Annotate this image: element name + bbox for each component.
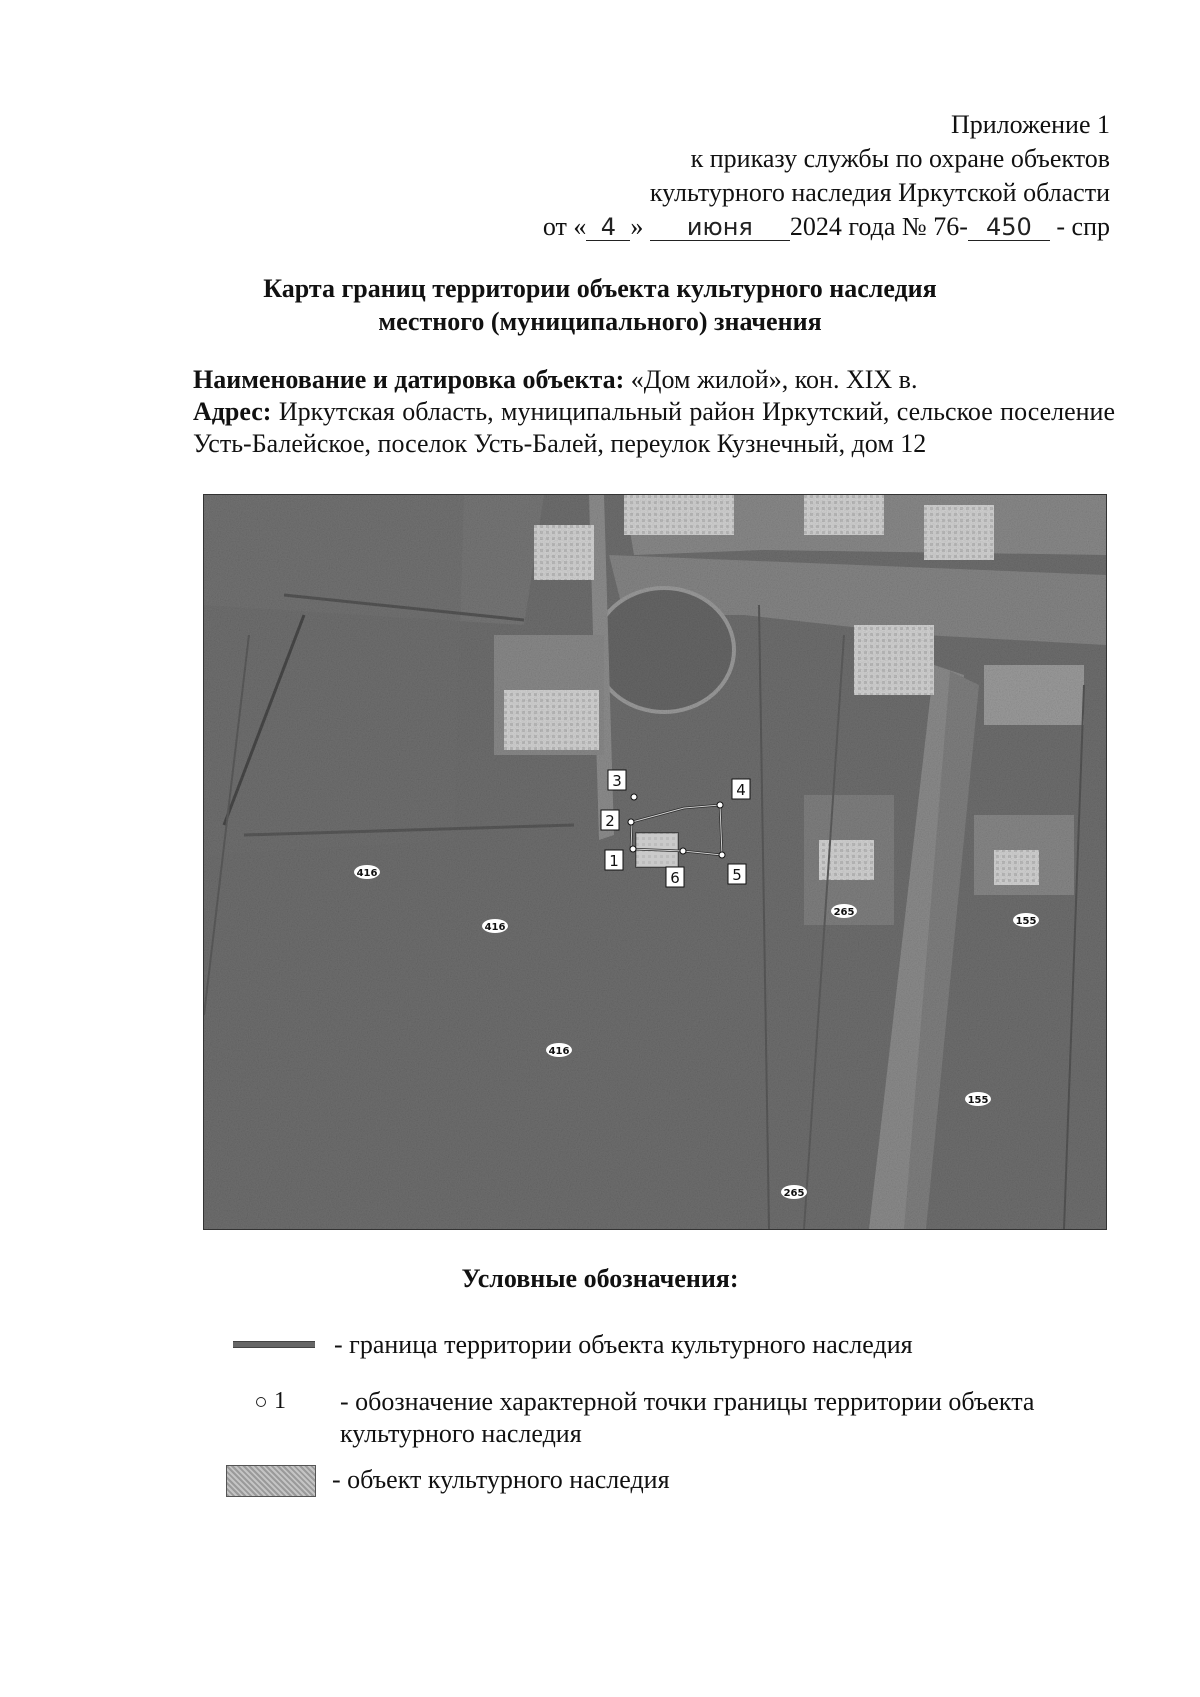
- legend-boundary-text: - граница территории объекта культурного наследия: [334, 1330, 913, 1359]
- handwritten-day: 4: [586, 214, 630, 241]
- parcel-label-text: 416: [356, 868, 378, 879]
- legend-point-text: [340, 1386, 1100, 1450]
- parcel-label-text: 416: [548, 1046, 570, 1057]
- point-marker-6: [680, 848, 686, 854]
- point-label-4: [732, 779, 750, 799]
- point-label-2-text: 2: [605, 812, 615, 830]
- legend-point-text-line-1: - обозначение характерной точки границы территории объекта: [340, 1387, 1035, 1416]
- appendix-date-line: [543, 210, 1110, 244]
- appendix-header: [543, 108, 1110, 244]
- point-label-2: [601, 810, 619, 830]
- appendix-order-line: к приказу службы по охране объектов: [690, 144, 1110, 173]
- point-label-1-text: 1: [609, 852, 619, 870]
- year-text: 2024 года № 76-: [789, 212, 968, 241]
- point-marker-3: [631, 794, 637, 800]
- point-label-3-text: 3: [612, 772, 622, 790]
- parcel-label: [831, 904, 857, 918]
- point-label-4-text: 4: [736, 781, 746, 799]
- parcel-label: [482, 919, 508, 933]
- object-name-row: [193, 364, 1115, 396]
- boundary-line-swatch: [233, 1341, 315, 1348]
- parcel-label-text: 416: [484, 922, 506, 933]
- object-address-row: [193, 396, 1115, 460]
- object-name-value: «Дом жилой», кон. XIX в.: [630, 365, 918, 394]
- parcel-label: [546, 1043, 572, 1057]
- parcel-label: [781, 1185, 807, 1199]
- date-quote-close: »: [630, 212, 644, 241]
- satellite-map-svg: [204, 495, 1106, 1229]
- point-marker-4: [717, 802, 723, 808]
- object-info: [193, 364, 1115, 460]
- object-address-label: Адрес:: [193, 397, 272, 426]
- parcel-label-text: 155: [1015, 916, 1037, 927]
- point-label-6: [666, 867, 684, 887]
- point-marker-2: [628, 819, 634, 825]
- point-label-6-text: 6: [670, 869, 680, 887]
- object-fill-swatch: [226, 1465, 316, 1497]
- point-label-5: [728, 864, 746, 884]
- parcel-label: [965, 1092, 991, 1106]
- point-marker-1: [630, 846, 636, 852]
- parcel-label-text: 265: [833, 907, 855, 918]
- point-label-1: [605, 850, 623, 870]
- point-label-3: [608, 770, 626, 790]
- map-title-line-1: Карта границ территории объекта культурного наследия: [263, 274, 937, 303]
- point-dot-icon: [256, 1397, 266, 1407]
- appendix-title: Приложение 1: [950, 110, 1110, 139]
- legend-object-text: - объект культурного наследия: [332, 1465, 670, 1494]
- date-prefix: от «: [542, 212, 587, 241]
- point-symbol-swatch: [256, 1388, 286, 1415]
- point-label-5-text: 5: [732, 866, 742, 884]
- map-title-line-2: местного (муниципального) значения: [378, 307, 822, 336]
- parcel-label: [354, 865, 380, 879]
- parcel-label: [1013, 913, 1039, 927]
- parcel-label-text: 265: [783, 1188, 805, 1199]
- object-address-value: Иркутская область, муниципальный район Иркутский, сельское поселение Усть-Балейское, поселок Усть-Балей, переулок Кузнечный, дом 12: [193, 397, 1115, 458]
- legend-point-text-line-2: культурного наследия: [340, 1419, 582, 1448]
- parcel-label-text: 155: [967, 1095, 989, 1106]
- point-marker-5: [719, 852, 725, 858]
- boundary-map: [203, 494, 1107, 1230]
- handwritten-doc-number: 450: [968, 214, 1050, 241]
- map-title: [0, 272, 1200, 338]
- point-symbol-number: 1: [274, 1388, 286, 1414]
- handwritten-month: июня: [650, 214, 790, 241]
- legend-title: Условные обозначения:: [461, 1264, 739, 1293]
- doc-suffix: - спр: [1056, 212, 1110, 241]
- object-name-label: Наименование и датировка объекта:: [193, 365, 625, 394]
- appendix-service-line: культурного наследия Иркутской области: [649, 178, 1110, 207]
